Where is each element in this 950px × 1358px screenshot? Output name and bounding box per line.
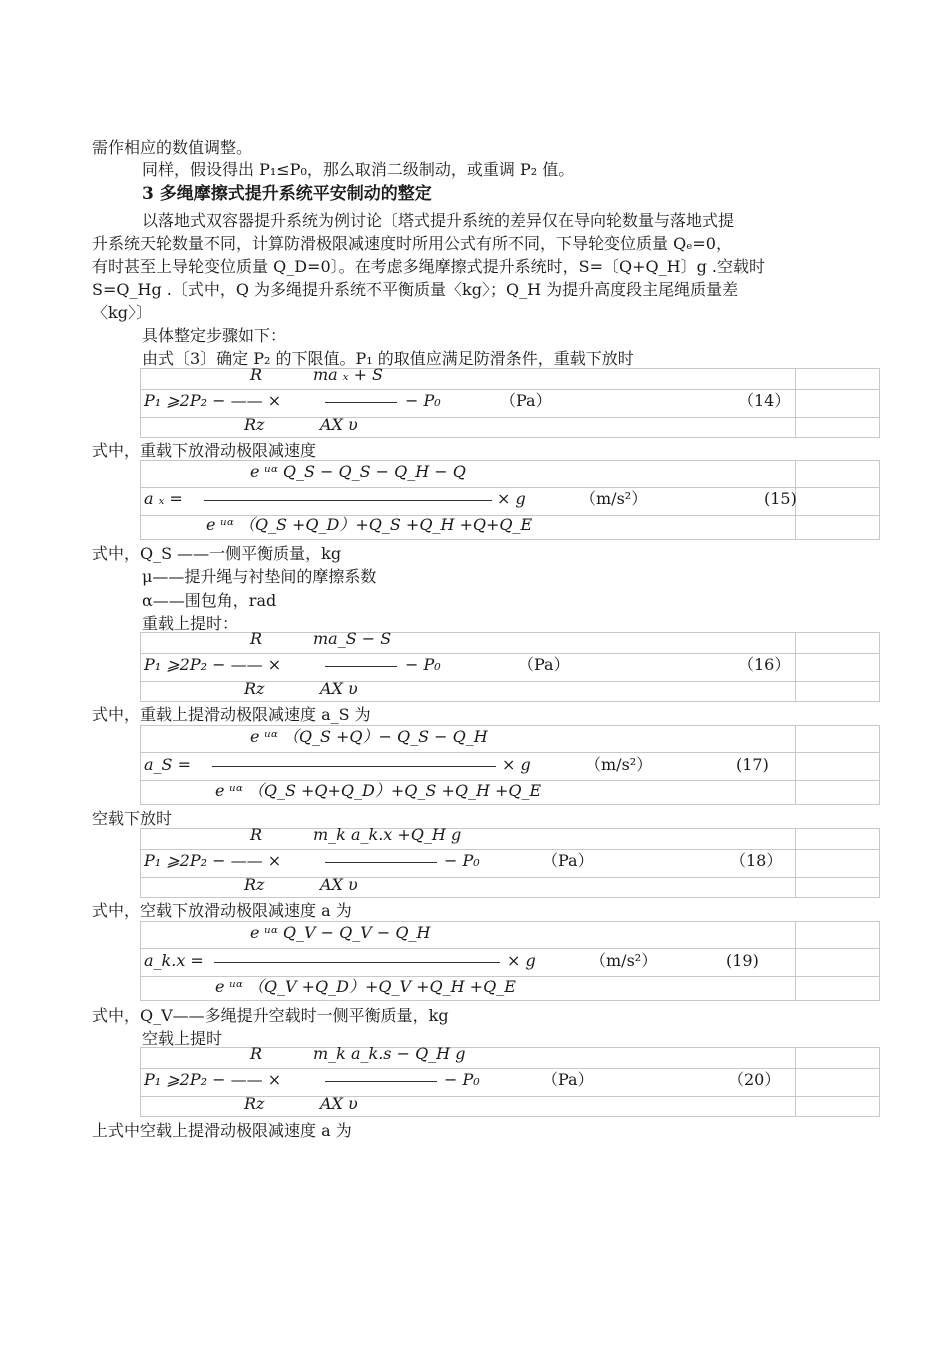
text-line: μ——提升绳与衬垫间的摩擦系数 (142, 567, 377, 586)
text-line: 空载上提时 (142, 1029, 223, 1048)
paragraph-line: 以落地式双容器提升系统为例讨论〔塔式提升系统的差异仅在导向轮数量与落地式提 (142, 211, 735, 230)
text-line: 式中，重载上提滑动极限减速度 a_S 为 (92, 705, 371, 724)
eq19-number: (19) (726, 951, 759, 970)
eq18-lhs: P₁ ⩾2P₂ − —— × (144, 851, 282, 870)
text-line: 式中，Q_S ——一侧平衡质量，kg (92, 544, 342, 563)
eq16-unit: （Pa） (518, 655, 570, 674)
eq16-top-r: R (250, 629, 263, 648)
eq14-number: （14） (738, 391, 791, 410)
eq19-denominator: e ᵘᵅ （Q_V +Q_D）+Q_V +Q_H +Q_E (215, 977, 516, 996)
paragraph-text: 具体整定步骤如下： (142, 326, 287, 345)
eq18-rhs: − P₀ (444, 851, 480, 870)
paragraph-line: S=Q_Hg .〔式中，Q 为多绳提升系统不平衡质量〈kg〉；Q_H 为提升高度段主尾绳质量差 (92, 280, 739, 299)
eq17-denominator: e ᵘᵅ （Q_S +Q+Q_D）+Q_S +Q_H +Q_E (215, 781, 542, 800)
paragraph-text: 由式〔3〕确定 P₂ 的下限值。P₁ 的取值应满足防滑条件，重载下放时 (142, 349, 634, 368)
eq15-unit: （m/s²） (580, 489, 648, 508)
eq14-top-r: R (250, 365, 263, 384)
eq19-lhs: a_k.x = (144, 951, 204, 970)
eq20-number: （20） (728, 1070, 781, 1089)
paragraph-continuation: 需作相应的数值调整。 (92, 138, 253, 157)
eq18-denominator: AX υ (320, 875, 358, 894)
text-line: 重载上提时： (142, 614, 239, 633)
eq20-bottom-rz: Rz (244, 1094, 265, 1113)
eq19-op: × g (507, 951, 536, 970)
eq15-op: × g (497, 489, 526, 508)
paragraph-line: 升系统天轮数量不同，计算防滑极限减速度时所用公式有所不同，下导轮变位质量 Qₑ=0， (92, 234, 732, 253)
eq14-numerator: ma ₓ + S (313, 365, 384, 384)
eq17-number: (17) (736, 755, 769, 774)
text-line: α——围包角，rad (142, 591, 277, 610)
eq17-unit: （m/s²） (585, 755, 653, 774)
section-heading: 3 多绳摩擦式提升系统平安制动的整定 (142, 184, 432, 204)
eq18-bottom-rz: Rz (244, 875, 265, 894)
text-line: 上式中空载上提滑动极限减速度 a 为 (92, 1121, 352, 1140)
eq14-bottom-rz: Rz (244, 415, 265, 434)
eq20-unit: （Pa） (542, 1070, 594, 1089)
eq14-rhs: − P₀ (405, 391, 441, 410)
eq16-bottom-rz: Rz (244, 679, 265, 698)
eq14-unit: （Pa） (500, 391, 552, 410)
eq14-lhs: P₁ ⩾2P₂ − —— × (144, 391, 282, 410)
eq19-unit: （m/s²） (590, 951, 658, 970)
text-line: 空载下放时 (92, 809, 173, 828)
eq20-numerator: m_k a_k.s − Q_H g (313, 1044, 466, 1063)
eq19-numerator: e ᵘᵅ Q_V − Q_V − Q_H (250, 923, 431, 942)
text-line: 式中，空载下放滑动极限减速度 a 为 (92, 901, 352, 920)
eq15-number: (15) (764, 489, 797, 508)
eq16-number: （16） (738, 655, 791, 674)
eq20-denominator: AX υ (320, 1094, 358, 1113)
eq15-lhs: a ₓ = (144, 489, 183, 508)
eq18-numerator: m_k a_k.x +Q_H g (313, 825, 462, 844)
eq18-unit: （Pa） (542, 851, 594, 870)
eq20-top-r: R (250, 1044, 263, 1063)
paragraph-text: 同样，假设得出 P₁≤P₀，那么取消二级制动，或重调 P₂ 值。 (142, 160, 575, 179)
eq17-op: × g (502, 755, 531, 774)
eq17-lhs: a_S = (144, 755, 191, 774)
eq14-denominator: AX υ (320, 415, 358, 434)
eq20-lhs: P₁ ⩾2P₂ − —— × (144, 1070, 282, 1089)
paragraph-line: 〈kg〉〕 (92, 303, 152, 322)
eq16-numerator: ma_S − S (313, 629, 392, 648)
eq18-top-r: R (250, 825, 263, 844)
eq15-numerator: e ᵘᵅ Q_S − Q_S − Q_H − Q (250, 462, 466, 481)
eq16-rhs: − P₀ (405, 655, 441, 674)
eq20-rhs: − P₀ (444, 1070, 480, 1089)
eq15-denominator: e ᵘᵅ （Q_S +Q_D）+Q_S +Q_H +Q+Q_E (206, 515, 533, 534)
eq18-number: （18） (730, 851, 783, 870)
eq16-denominator: AX υ (320, 679, 358, 698)
text-line: 式中，重载下放滑动极限减速度 (92, 441, 317, 460)
eq17-numerator: e ᵘᵅ （Q_S +Q）− Q_S − Q_H (250, 727, 488, 746)
paragraph-line: 有时甚至上导轮变位质量 Q_D=0〕。在考虑多绳摩擦式提升系统时，S=〔Q+Q_H〕g .空载时 (92, 257, 765, 276)
eq16-lhs: P₁ ⩾2P₂ − —— × (144, 655, 282, 674)
text-line: 式中，Q_V——多绳提升空载时一侧平衡质量，kg (92, 1006, 449, 1025)
